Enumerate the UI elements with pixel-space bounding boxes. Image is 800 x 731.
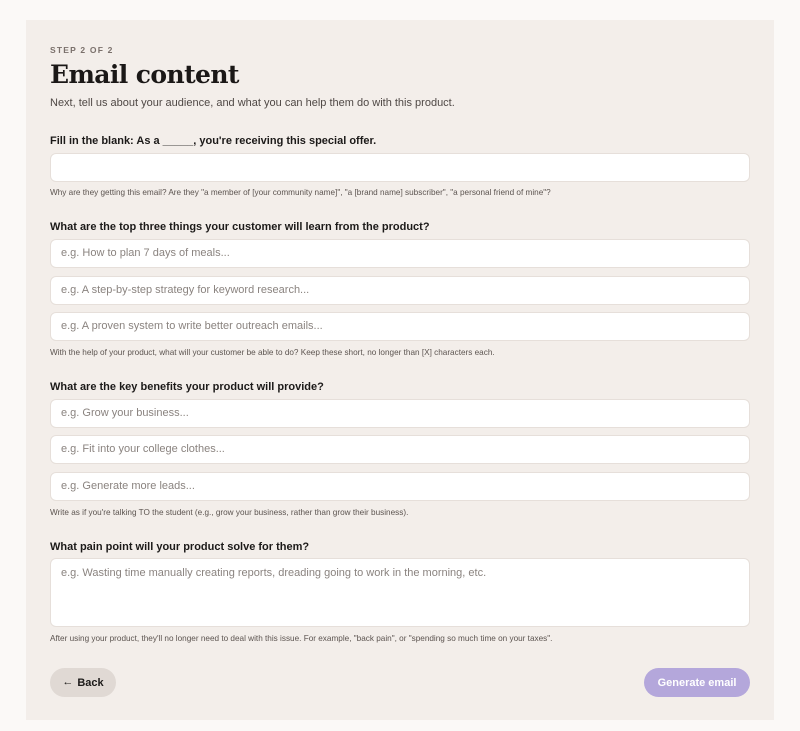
learn-input-2[interactable]: e.g. A step-by-step strategy for keyword research...: [50, 276, 750, 305]
benefits-hint: Write as if you're talking TO the student (e.g., grow your business, rather than grow their business).: [50, 508, 409, 517]
learn-input-3[interactable]: e.g. A proven system to write better outreach emails...: [50, 312, 750, 341]
pain-point-textarea[interactable]: e.g. Wasting time manually creating reports, dreading going to work in the morning, etc.: [50, 558, 750, 627]
benefit-input-2[interactable]: e.g. Fit into your college clothes...: [50, 435, 750, 464]
benefit-input-1[interactable]: e.g. Grow your business...: [50, 399, 750, 428]
question-audience-label: Fill in the blank: As a _____, you're receiving this special offer.: [50, 135, 377, 147]
benefit-input-3[interactable]: e.g. Generate more leads...: [50, 472, 750, 501]
page-subtitle: Next, tell us about your audience, and what you can help them do with this product.: [50, 97, 455, 109]
page-title: Email content: [50, 60, 239, 89]
email-content-form-card: [26, 20, 774, 720]
audience-hint: Why are they getting this email? Are they "a member of [your community name]", "a [brand name] subscriber", "a personal friend of mine"?: [50, 188, 551, 197]
back-button[interactable]: [50, 668, 116, 697]
learn-hint: With the help of your product, what will your customer be able to do? Keep these short, no longer than [X] characters each.: [50, 348, 495, 357]
audience-input[interactable]: [50, 153, 750, 182]
pain-point-hint: After using your product, they'll no longer need to deal with this issue. For example, "back pain", or "spending so much time on your taxes".: [50, 634, 553, 643]
question-learn-label: What are the top three things your customer will learn from the product?: [50, 221, 430, 233]
arrow-left-icon: ←: [62, 676, 74, 688]
question-pain-point-label: What pain point will your product solve for them?: [50, 541, 310, 553]
generate-email-button[interactable]: Generate email: [644, 668, 750, 697]
step-indicator: STEP 2 OF 2: [50, 45, 114, 55]
learn-input-1[interactable]: e.g. How to plan 7 days of meals...: [50, 239, 750, 268]
question-benefits-label: What are the key benefits your product will provide?: [50, 381, 324, 393]
back-button-label: Back: [77, 676, 104, 689]
